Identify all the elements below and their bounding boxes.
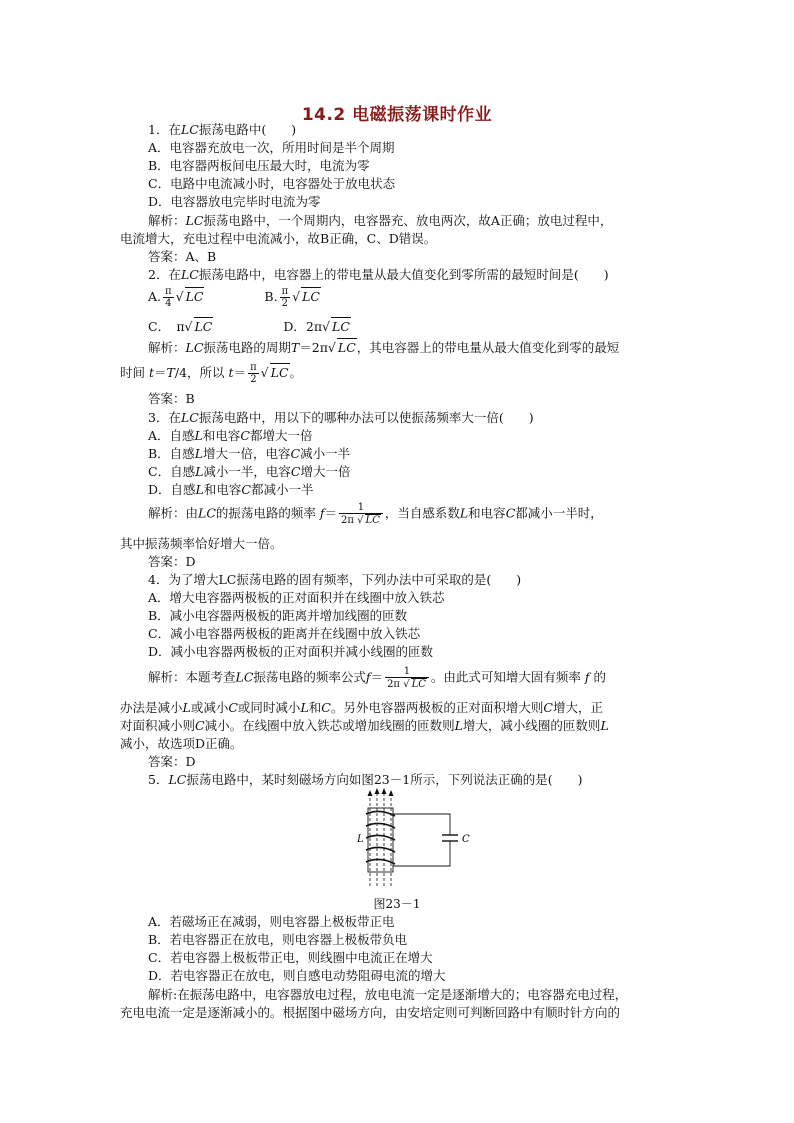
- q1-analysis-line-1: 解析：LC振荡电路中，一个周期内，电容器充、放电两次，故A正确；放电过程中，: [148, 213, 613, 228]
- q3-analysis-line-1: 解析：由LC的振荡电路的频率 f＝ $\frac{1}{2\pi √ LC}$ ，当自感系数L和电容C都减小一半时，: [148, 502, 603, 526]
- q2-option-c: C． π√ LC: [148, 319, 213, 334]
- q5-analysis-line-1: 解析:在振荡电路中，电容器放电过程，放电电流一定是逐渐增大的；电容器充电过程，: [148, 987, 628, 1002]
- q3-stem: 3．在LC振荡电路中，用以下的哪种办法可以使振荡频率大一倍( ): [148, 410, 534, 425]
- q3-option-a: A．自感L和电容C都增大一倍: [148, 428, 313, 443]
- lc-circuit-figure: [348, 788, 478, 888]
- q1-stem: 1．在LC振荡电路中( ): [148, 122, 297, 137]
- circuit-wires: [393, 814, 450, 866]
- q5-option-b: B．若电容器正在放电，则电容器上极板带负电: [148, 932, 408, 947]
- q1-option-a: A．电容器充放电一次，所用时间是半个周期: [148, 140, 395, 155]
- q2-option-b: B. $\frac{\pi}{2}$ √ LC: [264, 286, 320, 309]
- q3-option-d: D．自感L和电容C都减小一半: [148, 482, 314, 497]
- q4-stem: 4．为了增大LC振荡电路的固有频率，下列办法中可采取的是( ): [148, 572, 522, 587]
- q4-option-d: D．减小电容器两极板的正对面积并减小线圈的匝数: [148, 644, 434, 659]
- q2-stem: 2．在LC振荡电路中，电容器上的带电量从最大值变化到零所需的最短时间是( ): [148, 267, 609, 282]
- page-title: 14.2 电磁振荡课时作业: [301, 105, 493, 125]
- q2-options-cd: [148, 317, 708, 336]
- q3-analysis-line-2: 其中振荡频率恰好增大一倍。: [120, 536, 283, 551]
- q5-option-d: D．若电容器正在放电，则自感电动势阻碍电流的增大: [148, 968, 446, 983]
- q2-analysis-line-2: 时间 t＝T/4，所以 t＝ $\frac{\pi}{2}$ √ LC。: [120, 362, 303, 385]
- q1-answer: 答案：A、B: [148, 249, 217, 264]
- q3-answer: 答案：D: [148, 554, 196, 569]
- q2-option-a: A. $\frac{\pi}{4}$ √ LC: [148, 286, 204, 309]
- q3-option-c: C．自感L减小一半，电容C增大一倍: [148, 464, 351, 479]
- coil-core: [368, 808, 393, 872]
- field-arrow-icons: [368, 788, 394, 796]
- q1-option-b: B．电容器两板间电压最大时，电流为零: [148, 158, 370, 173]
- q2-option-d: D．2π√ LC: [283, 319, 350, 334]
- fig-label-L: L: [357, 834, 364, 845]
- q4-option-a: A．增大电容器两极板的正对面积并在线圈中放入铁芯: [148, 590, 445, 605]
- q5-analysis-line-2: 充电电流一定是逐渐减小的。根据图中磁场方向，由安培定则可判断回路中有顺时针方向的: [120, 1005, 621, 1020]
- q4-option-c: C．减小电容器两极板的距离并在线圈中放入铁芯: [148, 626, 421, 641]
- q4-option-b: B．减小电容器两极板的距离并增加线圈的匝数: [148, 608, 408, 623]
- q2-answer: 答案：B: [148, 391, 195, 406]
- figure-caption: 图23－1: [373, 897, 421, 911]
- q2-analysis-line-1: 解析：LC振荡电路的周期T＝2π√ LC，其电容器上的带电量从最大值变化到零的最短: [148, 340, 620, 355]
- q1-option-c: C．电路中电流减小时，电容器处于放电状态: [148, 176, 396, 191]
- q2-options-ab: [148, 286, 708, 309]
- q3-option-b: B．自感L增大一倍，电容C减小一半: [148, 446, 351, 461]
- q5-option-c: C．若电容器上极板带正电，则线圈中电流正在增大: [148, 950, 433, 965]
- fig-label-C: C: [462, 834, 470, 845]
- q4-analysis-line-3: 对面积减小则C减小。在线圈中放入铁芯或增加线圈的匝数则L增大，减小线圈的匝数则L: [120, 718, 609, 733]
- q4-analysis-line-2: 办法是减小L或减小C或同时减小L和C。另外电容器两极板的正对面积增大则C增大，正: [120, 700, 603, 715]
- q1-analysis-line-2: 电流增大，充电过程中电流减小，故B正确，C、D错误。: [120, 231, 437, 246]
- q4-analysis-line-1: 解析：本题考查LC振荡电路的频率公式f＝ $\frac{1}{2\pi √ LC}$ 。由此式可知增大固有频率 f 的: [148, 666, 606, 690]
- q1-option-d: D．电容器放电完毕时电流为零: [148, 194, 321, 209]
- q5-option-a: A．若磁场正在减弱，则电容器上极板带正电: [148, 914, 395, 929]
- q5-stem: 5．LC振荡电路中，某时刻磁场方向如图23－1所示，下列说法正确的是( ): [148, 772, 583, 787]
- q4-analysis-line-4: 减小，故选项D正确。: [120, 736, 243, 751]
- q4-answer: 答案：D: [148, 754, 196, 769]
- capacitor-plates: [442, 835, 458, 841]
